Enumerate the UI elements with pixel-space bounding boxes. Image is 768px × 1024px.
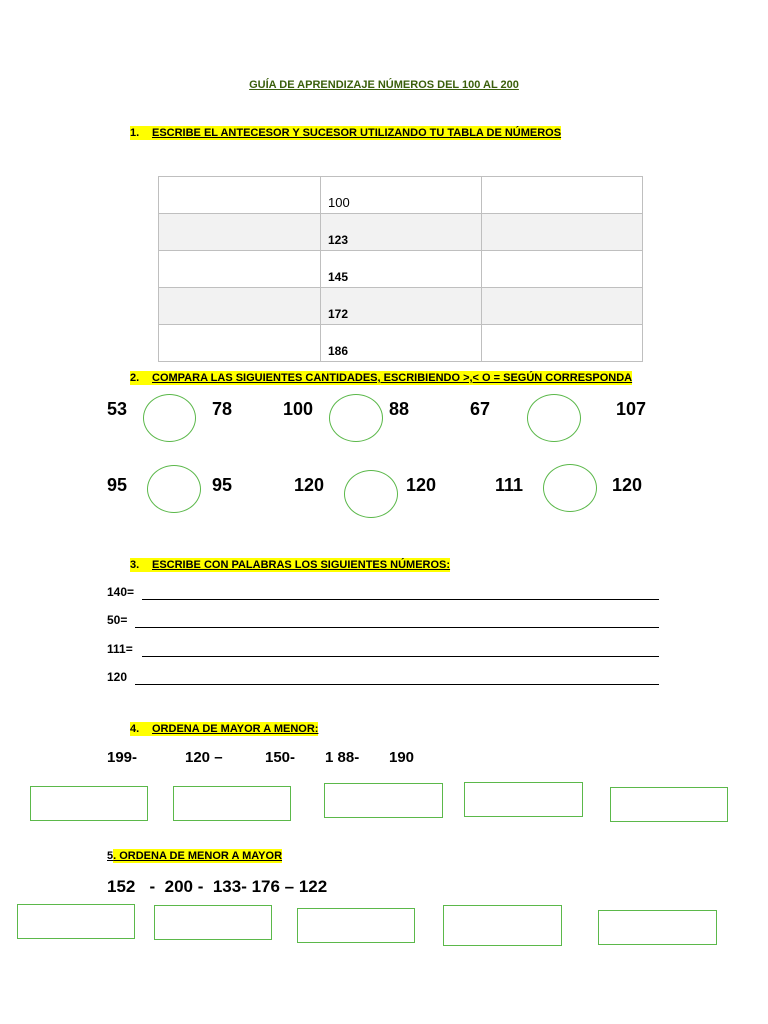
- section-5-number: 5: [107, 850, 114, 862]
- antecessor-cell[interactable]: [159, 288, 321, 325]
- section-1-number: 1.: [130, 127, 140, 139]
- write-line: [107, 642, 659, 660]
- answer-box[interactable]: [598, 910, 717, 945]
- write-line-label: 50=: [107, 613, 128, 627]
- section-2-number: 2.: [130, 372, 140, 384]
- section-2-text: COMPARA LAS SIGUIENTES CANTIDADES, ESCRIBIENDO >,< O = SEGÚN CORRESPONDA: [152, 372, 633, 384]
- number-cell: 172: [321, 288, 482, 325]
- answer-box[interactable]: [610, 787, 728, 822]
- antecessor-cell[interactable]: [159, 251, 321, 288]
- compare-circle[interactable]: [143, 394, 196, 442]
- compare-number: 111: [495, 475, 524, 495]
- antecessor-cell[interactable]: [159, 177, 321, 214]
- answer-box[interactable]: [443, 905, 562, 946]
- section-2-heading: [130, 372, 632, 384]
- number-cell: 100: [321, 177, 482, 214]
- section-1-text: ESCRIBE EL ANTECESOR Y SUCESOR UTILIZANDO TU TABLA DE NÚMEROS: [152, 127, 562, 139]
- successor-cell[interactable]: [482, 214, 643, 251]
- write-line-blank[interactable]: [135, 627, 659, 628]
- compare-circle[interactable]: [147, 465, 201, 513]
- number-cell: 123: [321, 214, 482, 251]
- section-1-heading: [130, 127, 561, 139]
- compare-number: 78: [212, 399, 233, 419]
- write-line-blank[interactable]: [142, 656, 659, 657]
- answer-box[interactable]: [173, 786, 291, 821]
- compare-number: 95: [107, 475, 128, 495]
- compare-number: 120: [294, 475, 325, 495]
- successor-cell[interactable]: [482, 288, 643, 325]
- antecessor-cell[interactable]: [159, 214, 321, 251]
- table-row: [159, 177, 643, 214]
- order-sequence: 152 - 200 - 133- 176 – 122: [107, 877, 328, 896]
- table-row: [159, 288, 643, 325]
- successor-cell[interactable]: [482, 177, 643, 214]
- section-3-text: ESCRIBE CON PALABRAS LOS SIGUIENTES NÚMEROS:: [152, 559, 451, 571]
- successor-cell[interactable]: [482, 251, 643, 288]
- compare-number: 95: [212, 475, 233, 495]
- answer-box[interactable]: [154, 905, 272, 940]
- section-4-number: 4.: [130, 723, 140, 735]
- write-line-label: 120: [107, 670, 128, 684]
- compare-circle[interactable]: [527, 394, 581, 442]
- successor-cell[interactable]: [482, 325, 643, 362]
- table-row: [159, 251, 643, 288]
- antecessor-cell[interactable]: [159, 325, 321, 362]
- write-line: [107, 670, 659, 688]
- section-5-heading: [107, 850, 282, 862]
- write-line: [107, 613, 659, 631]
- table-row: [159, 325, 643, 362]
- answer-box[interactable]: [297, 908, 415, 943]
- numbers-table: [158, 176, 643, 362]
- write-line-label: 111=: [107, 642, 133, 656]
- order-number: 199-: [107, 749, 138, 766]
- compare-number: 88: [389, 399, 410, 419]
- write-line-label: 140=: [107, 585, 135, 599]
- answer-box[interactable]: [30, 786, 148, 821]
- compare-circle[interactable]: [543, 464, 597, 512]
- compare-circle[interactable]: [344, 470, 398, 518]
- compare-number: 100: [283, 399, 314, 419]
- answer-box[interactable]: [17, 904, 135, 939]
- write-line-blank[interactable]: [142, 599, 659, 600]
- compare-number: 120: [406, 475, 437, 495]
- order-number: 120 –: [185, 749, 223, 766]
- compare-number: 53: [107, 399, 128, 419]
- page-title: GUÍA DE APRENDIZAJE NÚMEROS DEL 100 AL 200: [249, 79, 519, 91]
- compare-number: 120: [612, 475, 643, 495]
- section-4-text: ORDENA DE MAYOR A MENOR:: [152, 723, 319, 735]
- write-line-blank[interactable]: [135, 684, 659, 685]
- section-3-heading: [130, 559, 450, 571]
- table-row: [159, 214, 643, 251]
- number-cell: 186: [321, 325, 482, 362]
- order-number: 190: [389, 749, 415, 766]
- section-5-text: . ORDENA DE MENOR A MAYOR: [113, 850, 283, 862]
- answer-box[interactable]: [324, 783, 443, 818]
- order-number: 150-: [265, 749, 296, 766]
- order-number: 1 88-: [325, 749, 360, 766]
- write-line: [107, 585, 659, 603]
- compare-number: 107: [616, 399, 647, 419]
- section-3-number: 3.: [130, 559, 140, 571]
- answer-box[interactable]: [464, 782, 583, 817]
- compare-circle[interactable]: [329, 394, 383, 442]
- compare-number: 67: [470, 399, 491, 419]
- section-4-heading: [130, 723, 318, 735]
- number-cell: 145: [321, 251, 482, 288]
